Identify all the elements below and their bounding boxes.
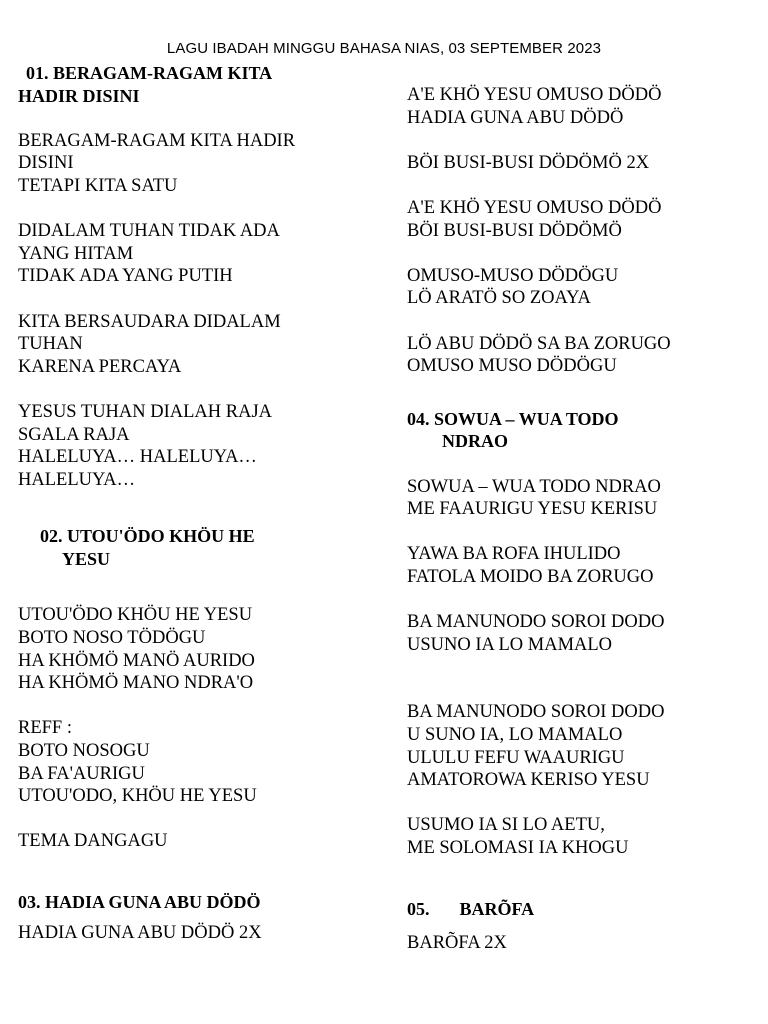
lyric-line: AMATOROWA KERISO YESU bbox=[407, 770, 650, 791]
song-5-number: 05. bbox=[407, 898, 430, 919]
song-1-title-line2: HADIR DISINI bbox=[18, 85, 140, 106]
lyric-line: LÖ ABU DÖDÖ SA BA ZORUGO bbox=[407, 333, 671, 354]
lyric-line: HALELUYA… bbox=[18, 469, 136, 490]
lyric-line: TIDAK ADA YANG PUTIH bbox=[18, 266, 233, 287]
song-2-title-line2: YESU bbox=[62, 548, 111, 569]
right-column bbox=[407, 84, 752, 955]
lyric-line: YESUS TUHAN DIALAH RAJA bbox=[18, 401, 273, 422]
song-4-title-line1: 04. SOWUA – WUA TODO bbox=[407, 408, 619, 429]
lyric-line: BA MANUNODO SOROI DODO bbox=[407, 702, 665, 723]
lyric-line: BÖI BUSI-BUSI DÖDÖMÖ bbox=[407, 220, 622, 241]
lyric-line: USUMO IA SI LO AETU, bbox=[407, 815, 605, 836]
lyric-line: TEMA DANGAGU bbox=[18, 831, 168, 852]
lyric-line: HA KHÖMÖ MANÖ AURIDO bbox=[18, 650, 255, 671]
lyric-line: ME SOLOMASI IA KHOGU bbox=[407, 838, 629, 858]
song-2-title-line1: 02. UTOU'ÖDO KHÖU HE bbox=[40, 526, 255, 547]
lyric-line: BA FA'AURIGU bbox=[18, 763, 145, 784]
page-header: LAGU IBADAH MINGGU BAHASA NIAS, 03 SEPTEMBER 2023 bbox=[166, 40, 602, 57]
lyric-line: BERAGAM-RAGAM KITA HADIR bbox=[18, 130, 296, 151]
lyric-line: A'E KHÖ YESU OMUSO DÖDÖ bbox=[407, 197, 662, 218]
lyric-line: LÖ ARATÖ SO ZOAYA bbox=[407, 288, 591, 309]
song-5-name: BARÕFA bbox=[459, 898, 535, 919]
lyric-line: ME FAAURIGU YESU KERISU bbox=[407, 499, 658, 520]
lyric-line: DIDALAM TUHAN TIDAK ADA bbox=[18, 221, 280, 242]
lyric-line: BOTO NOSOGU bbox=[18, 741, 150, 762]
lyric-line: KITA BERSAUDARA DIDALAM bbox=[18, 311, 281, 332]
lyric-line: DISINI bbox=[18, 153, 74, 174]
lyric-line: SGALA RAJA bbox=[18, 424, 130, 445]
lyric-line: ULULU FEFU WAAURIGU bbox=[407, 747, 625, 768]
lyric-line: UTOU'ODO, KHÖU HE YESU bbox=[18, 786, 257, 807]
lyric-line: HA KHÖMÖ MANO NDRA'O bbox=[18, 673, 254, 694]
lyric-line: BOTO NOSO TÖDÖGU bbox=[18, 628, 206, 649]
lyric-line: YANG HITAM bbox=[18, 243, 134, 264]
lyric-line: YAWA BA ROFA IHULIDO bbox=[407, 544, 621, 565]
lyric-line: U SUNO IA, LO MAMALO bbox=[407, 725, 623, 746]
lyric-line: A'E KHÖ YESU OMUSO DÖDÖ bbox=[407, 85, 662, 105]
lyric-line: HADIA GUNA ABU DÖDÖ bbox=[407, 107, 624, 128]
lyric-line: UTOU'ÖDO KHÖU HE YESU bbox=[18, 605, 253, 626]
lyric-line: TETAPI KITA SATU bbox=[18, 175, 178, 196]
lyric-line: TUHAN bbox=[18, 334, 83, 355]
song-1-title-line1: 01. BERAGAM-RAGAM KITA bbox=[26, 63, 273, 83]
lyric-line: OMUSO-MUSO DÖDÖGU bbox=[407, 265, 619, 286]
lyric-line: SOWUA – WUA TODO NDRAO bbox=[407, 476, 661, 497]
lyric-line: HALELUYA… HALELUYA… bbox=[18, 447, 257, 468]
lyric-line: USUNO IA LO MAMALO bbox=[407, 634, 613, 655]
lyric-line: KARENA PERCAYA bbox=[18, 356, 182, 377]
lyric-line: BA MANUNODO SOROI DODO bbox=[407, 612, 665, 633]
lyric-line: OMUSO MUSO DÖDÖGU bbox=[407, 356, 617, 377]
left-column bbox=[18, 62, 373, 944]
lyric-line: BÖI BUSI-BUSI DÖDÖMÖ 2X bbox=[407, 152, 650, 173]
song-4-title-line2: NDRAO bbox=[442, 431, 508, 452]
song-5-title bbox=[407, 898, 752, 921]
lyric-line: REFF : bbox=[18, 718, 72, 739]
lyric-line: BARÕFA 2X bbox=[407, 933, 507, 954]
song-3-title: 03. HADIA GUNA ABU DÖDÖ bbox=[18, 892, 261, 912]
lyric-line: FATOLA MOIDO BA ZORUGO bbox=[407, 566, 654, 587]
lyric-line: HADIA GUNA ABU DÖDÖ 2X bbox=[18, 922, 262, 943]
